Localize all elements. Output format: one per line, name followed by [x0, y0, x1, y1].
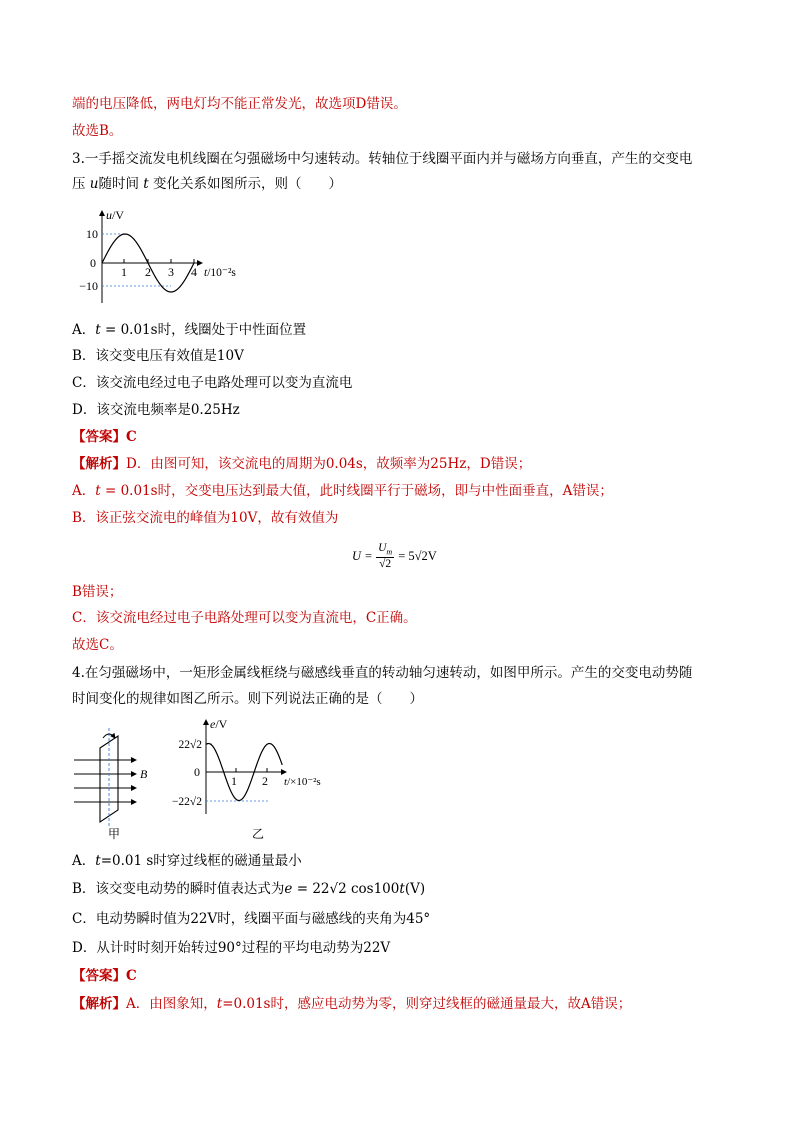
q3-explanation-5	[72, 608, 417, 628]
q3-explanation-1	[72, 454, 531, 474]
q4-answer	[72, 966, 137, 986]
text: = 22√2 cos100	[292, 881, 400, 897]
var-t: t	[95, 853, 101, 869]
formula-fraction	[376, 542, 394, 569]
formula-rhs: = 5√2V	[398, 548, 437, 563]
q3-explanation-2	[72, 481, 613, 501]
text: D．由图可知，该交流电的周期为0.04s，故频率为25Hz，D错误；	[126, 456, 532, 472]
figure-caption-jia: 甲	[107, 827, 121, 841]
text: D．从计时时刻开始转过90°过程的平均电动势为22V	[72, 940, 391, 956]
text-line	[72, 121, 122, 141]
q4-option-c	[72, 909, 430, 929]
formula-lhs: U	[352, 548, 362, 563]
explanation-tag: 【解析】	[72, 456, 126, 472]
text: C．该交流电经过电子电路处理可以变为直流电	[72, 375, 353, 391]
text: 变化关系如图所示，则（ ）	[148, 176, 343, 192]
y-zero-label: 0	[194, 765, 200, 779]
x-tick-label: 2	[145, 265, 151, 279]
x-tick-label: 2	[262, 774, 268, 788]
fraction-denominator: √2	[379, 557, 392, 570]
text: C．电动势瞬时值为22V时，线圈平面与磁感线的夹角为45°	[72, 911, 431, 927]
text: B．该正弦交流电的峰值为10V，故有效值为	[72, 510, 339, 526]
text: 随时间	[98, 176, 144, 192]
text: = 0.01s时，线圈处于中性面位置	[100, 322, 307, 338]
x-tick-label: 1	[231, 774, 237, 788]
sine-graph-1	[72, 205, 262, 307]
q4-option-b	[72, 879, 425, 899]
text: 3.一手摇交流发电机线圈在匀强磁场中匀速转动。转轴位于线圈平面内并与磁场方向垂直，产生的交变电	[72, 151, 693, 167]
text: A．	[72, 853, 96, 869]
text: 时间变化的规律如图乙所示。则下列说法正确的是（ ）	[72, 691, 423, 707]
text-line	[72, 94, 407, 114]
text: (V)	[404, 881, 426, 897]
y-axis-label: u/V	[106, 208, 124, 222]
y-max-label: 22√2	[178, 739, 202, 751]
q3-explanation-4	[72, 582, 122, 602]
text: B．该交变电压有效值是10V	[72, 348, 244, 364]
y-axis-label: e/V	[210, 717, 228, 731]
sine-graph-2	[160, 714, 340, 842]
text: A．	[72, 322, 96, 338]
q3-option-d	[72, 400, 240, 420]
answer-tag: 【答案】	[72, 429, 126, 445]
x-tick-label: 4	[191, 265, 197, 279]
fraction-numerator: U	[378, 542, 387, 555]
question-4-stem	[72, 663, 692, 683]
x-tick-label: 3	[168, 265, 174, 279]
q4-option-a	[72, 851, 302, 871]
q3-explanation-6	[72, 635, 123, 655]
y-min-label: −22√2	[171, 796, 202, 808]
text: = 0.01s时，交变电压达到最大值，此时线圈平行于磁场，即与中性面垂直，A错误；	[100, 483, 613, 499]
q3-explanation-3	[72, 508, 338, 528]
q4-option-d	[72, 938, 390, 958]
y-zero-label: 0	[90, 256, 96, 270]
text: A．	[72, 483, 96, 499]
text: B错误；	[72, 584, 123, 600]
question-4-stem-2	[72, 689, 423, 709]
formula-eq: =	[365, 548, 373, 563]
text: C．该交流电经过电子电路处理可以变为直流电，C正确。	[72, 610, 417, 626]
coil-figure	[72, 724, 156, 842]
answer-value: C	[126, 968, 137, 984]
text: 故选C。	[72, 637, 123, 653]
q3-option-a	[72, 320, 306, 340]
text: 4.在匀强磁场中，一矩形金属线框绕与磁感线垂直的转动轴匀速转动，如图甲所示。产生的交变电动势随	[72, 665, 693, 681]
text: =0.01s时，感应电动势为零，则穿过线框的磁通量最大，故A错误；	[222, 996, 632, 1012]
var-t: t	[216, 996, 223, 1012]
var-e: e	[284, 881, 293, 897]
question-3-stem	[72, 149, 692, 169]
text: 故选B。	[72, 123, 123, 139]
question-3-stem-2	[72, 174, 342, 194]
q4-explanation-1	[72, 994, 631, 1014]
effective-value-formula	[352, 536, 437, 576]
y-min-label: −10	[79, 279, 98, 293]
q3-option-c	[72, 373, 352, 393]
figure-caption-yi: 乙	[251, 827, 265, 841]
q3-option-b	[72, 346, 244, 366]
x-axis-label: t/10⁻²s	[204, 267, 236, 279]
fraction-sub: m	[386, 547, 393, 557]
text: =0.01 s时穿过线框的磁通量最小	[100, 853, 302, 869]
var-t: t	[95, 322, 101, 338]
text: A．由图象知，	[126, 996, 217, 1012]
var-t: t	[143, 176, 149, 192]
x-tick-label: 1	[121, 265, 127, 279]
answer-tag: 【答案】	[72, 968, 126, 984]
text: 端的电压降低，两电灯均不能正常发光，故选项D错误。	[72, 96, 407, 112]
text: D．该交流电频率是0.25Hz	[72, 402, 240, 418]
q3-answer	[72, 427, 137, 447]
text: B．该交变电动势的瞬时值表达式为	[72, 881, 285, 897]
var-t: t	[95, 483, 101, 499]
var-u: u	[89, 176, 99, 192]
var-t: t	[399, 881, 405, 897]
y-max-label: 10	[86, 227, 98, 241]
answer-value: C	[126, 429, 137, 445]
text: 压	[72, 176, 90, 192]
x-axis-label: t/×10⁻²s	[284, 776, 321, 788]
explanation-tag: 【解析】	[72, 996, 126, 1012]
field-label: B	[140, 767, 148, 781]
